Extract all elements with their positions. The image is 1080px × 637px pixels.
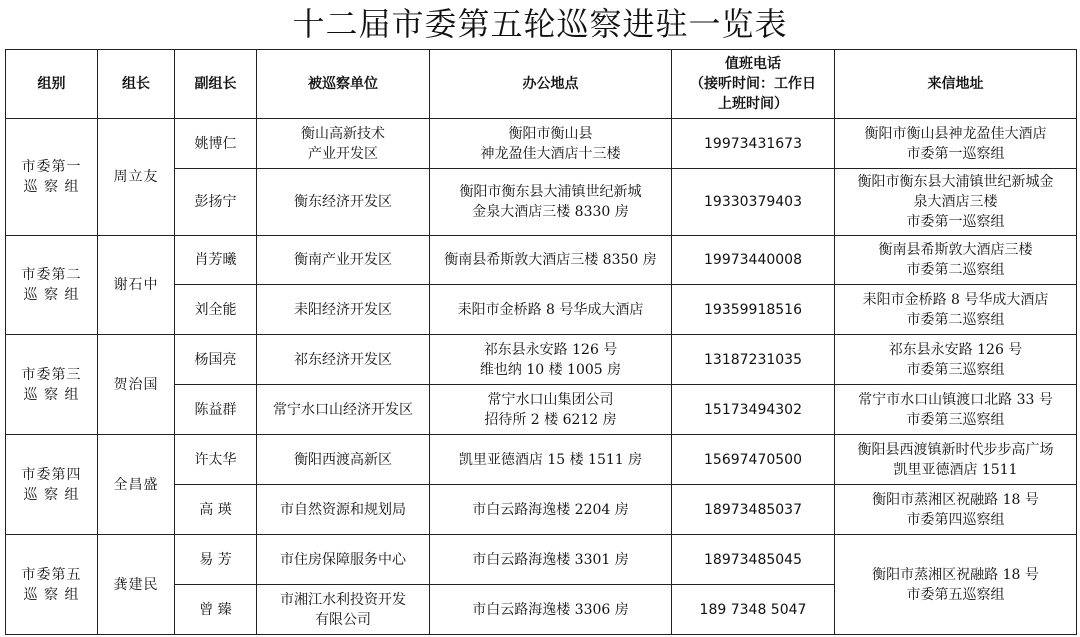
mail-address: 衡阳市衡山县神龙盈佳大酒店 市委第一巡察组 <box>835 119 1077 169</box>
page-title: 十二届市委第五轮巡察进驻一览表 <box>292 5 788 43</box>
mail-address: 祁东县永安路 126 号 市委第三巡察组 <box>835 335 1077 385</box>
duty-phone: 19973431673 <box>672 119 835 169</box>
office-location: 常宁水口山集团公司 招待所 2 楼 6212 房 <box>430 385 672 435</box>
deputy-leader: 易 芳 <box>175 535 257 585</box>
mail-address: 衡阳县西渡镇新时代步步高广场 凯里亚德酒店 1511 <box>835 435 1077 485</box>
group-name: 市委第四 巡 察 组 <box>6 435 98 535</box>
duty-phone: 13187231035 <box>672 335 835 385</box>
duty-phone: 18973485045 <box>672 535 835 585</box>
office-location: 凯里亚德酒店 15 楼 1511 房 <box>430 435 672 485</box>
header-leader: 组长 <box>98 50 175 119</box>
inspected-unit: 衡东经济开发区 <box>257 169 430 236</box>
inspected-unit: 祁东经济开发区 <box>257 335 430 385</box>
inspected-unit: 耒阳经济开发区 <box>257 285 430 335</box>
group-leader: 龚建民 <box>98 535 175 635</box>
mail-address: 衡阳市蒸湘区祝融路 18 号 市委第四巡察组 <box>835 485 1077 535</box>
deputy-leader: 彭扬宁 <box>175 169 257 236</box>
office-location: 衡南县希斯敦大酒店三楼 8350 房 <box>430 236 672 285</box>
inspected-unit: 市自然资源和规划局 <box>257 485 430 535</box>
mail-address: 常宁市水口山镇渡口北路 33 号 市委第三巡察组 <box>835 385 1077 435</box>
office-location: 市白云路海逸楼 2204 房 <box>430 485 672 535</box>
table-header-row <box>6 50 1077 119</box>
group-name: 市委第一 巡 察 组 <box>6 119 98 236</box>
group-name: 市委第五 巡 察 组 <box>6 535 98 635</box>
mail-address: 衡阳市蒸湘区祝融路 18 号 市委第五巡察组 <box>835 535 1077 635</box>
deputy-leader: 陈益群 <box>175 385 257 435</box>
deputy-leader: 杨国亮 <box>175 335 257 385</box>
duty-phone: 15697470500 <box>672 435 835 485</box>
header-office: 办公地点 <box>430 50 672 119</box>
office-location: 耒阳市金桥路 8 号华成大酒店 <box>430 285 672 335</box>
duty-phone: 19330379403 <box>672 169 835 236</box>
duty-phone: 19359918516 <box>672 285 835 335</box>
group-leader: 全昌盛 <box>98 435 175 535</box>
mail-address: 耒阳市金桥路 8 号华成大酒店 市委第二巡察组 <box>835 285 1077 335</box>
deputy-leader: 姚博仁 <box>175 119 257 169</box>
inspected-unit: 衡阳西渡高新区 <box>257 435 430 485</box>
deputy-leader: 曾 臻 <box>175 585 257 635</box>
deputy-leader: 肖芳曦 <box>175 236 257 285</box>
table-row <box>6 119 1077 169</box>
office-location: 祁东县永安路 126 号 维也纳 10 楼 1005 房 <box>430 335 672 385</box>
table-row <box>6 236 1077 285</box>
inspected-unit: 衡南产业开发区 <box>257 236 430 285</box>
inspected-unit: 市住房保障服务中心 <box>257 535 430 585</box>
office-location: 市白云路海逸楼 3301 房 <box>430 535 672 585</box>
duty-phone: 189 7348 5047 <box>672 585 835 635</box>
duty-phone: 18973485037 <box>672 485 835 535</box>
deputy-leader: 高 瑛 <box>175 485 257 535</box>
mail-address: 衡南县希斯敦大酒店三楼 市委第二巡察组 <box>835 236 1077 285</box>
group-leader: 周立友 <box>98 119 175 236</box>
header-phone: 值班电话 （接听时间：工作日 上班时间） <box>672 50 835 119</box>
duty-phone: 15173494302 <box>672 385 835 435</box>
group-name: 市委第三 巡 察 组 <box>6 335 98 435</box>
office-location: 市白云路海逸楼 3306 房 <box>430 585 672 635</box>
table-row <box>6 535 1077 585</box>
table-row <box>6 435 1077 485</box>
office-location: 衡阳市衡东县大浦镇世纪新城 金泉大酒店三楼 8330 房 <box>430 169 672 236</box>
mail-address: 衡阳市衡东县大浦镇世纪新城金 泉大酒店三楼 市委第一巡察组 <box>835 169 1077 236</box>
header-group: 组别 <box>6 50 98 119</box>
deputy-leader: 刘全能 <box>175 285 257 335</box>
header-deputy: 副组长 <box>175 50 257 119</box>
header-unit: 被巡察单位 <box>257 50 430 119</box>
duty-phone: 19973440008 <box>672 236 835 285</box>
deputy-leader: 许太华 <box>175 435 257 485</box>
inspected-unit: 衡山高新技术 产业开发区 <box>257 119 430 169</box>
inspected-unit: 市湘江水利投资开发 有限公司 <box>257 585 430 635</box>
inspection-table <box>5 49 1077 635</box>
header-mail: 来信地址 <box>835 50 1077 119</box>
table-row <box>6 335 1077 385</box>
group-leader: 谢石中 <box>98 236 175 335</box>
office-location: 衡阳市衡山县 神龙盈佳大酒店十三楼 <box>430 119 672 169</box>
group-name: 市委第二 巡 察 组 <box>6 236 98 335</box>
group-leader: 贺治国 <box>98 335 175 435</box>
inspected-unit: 常宁水口山经济开发区 <box>257 385 430 435</box>
